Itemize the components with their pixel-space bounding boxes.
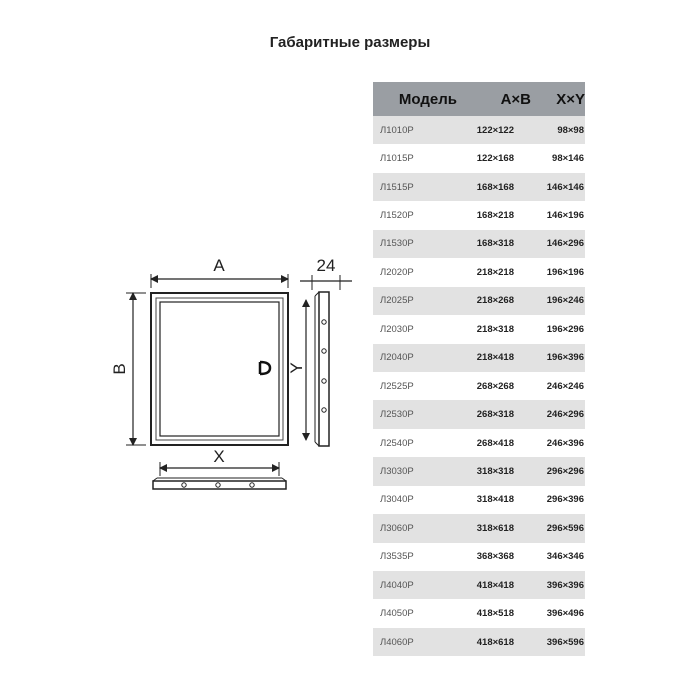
table-row — [373, 457, 585, 485]
ab-cell: 268×318 — [476, 409, 514, 421]
model-cell: Л1015Р — [380, 153, 414, 165]
table-row — [373, 201, 585, 229]
ab-cell: 368×368 — [476, 551, 514, 563]
xy-cell: 296×296 — [546, 465, 584, 477]
model-cell: Л3535Р — [380, 551, 414, 563]
ab-cell: 418×518 — [476, 608, 514, 620]
page-title: Габаритные размеры — [269, 34, 431, 51]
model-cell: Л2030Р — [380, 323, 414, 335]
ab-cell: 218×418 — [476, 352, 514, 364]
header-xy: X×Y — [556, 90, 585, 108]
ab-cell: 168×168 — [476, 181, 514, 193]
table-row — [373, 173, 585, 201]
xy-cell: 396×496 — [546, 608, 584, 620]
hatch-inner-frame — [156, 298, 283, 440]
xy-cell: 396×596 — [546, 636, 584, 648]
table-body — [373, 116, 585, 656]
ab-cell: 318×318 — [476, 465, 514, 477]
ab-cell: 218×318 — [476, 323, 514, 335]
table-row — [373, 429, 585, 457]
xy-cell: 296×596 — [546, 522, 584, 534]
ab-cell: 218×268 — [476, 295, 514, 307]
xy-cell: 98×146 — [552, 153, 584, 165]
model-cell: Л2025Р — [380, 295, 414, 307]
model-cell: Л2525Р — [380, 380, 414, 392]
model-cell: Л2540Р — [380, 437, 414, 449]
model-cell: Л4060Р — [380, 636, 414, 648]
table-row — [373, 628, 585, 656]
ab-cell: 268×418 — [476, 437, 514, 449]
model-cell: Л2020Р — [380, 266, 414, 278]
table-header — [373, 82, 585, 116]
side-profile — [319, 292, 329, 446]
dimension-b-label: B — [110, 363, 129, 375]
model-cell: Л1530Р — [380, 238, 414, 250]
xy-cell: 346×346 — [546, 551, 584, 563]
table-row — [373, 372, 585, 400]
model-cell: Л4050Р — [380, 608, 414, 620]
xy-cell: 246×246 — [546, 380, 584, 392]
table-row — [373, 258, 585, 286]
table-row — [373, 514, 585, 542]
header-ab: A×B — [500, 90, 531, 108]
table-row — [373, 116, 585, 144]
xy-cell: 146×196 — [546, 210, 584, 222]
ab-cell: 218×218 — [476, 266, 514, 278]
xy-cell: 196×396 — [546, 352, 584, 364]
ab-cell: 168×218 — [476, 210, 514, 222]
table-row — [373, 315, 585, 343]
xy-cell: 196×246 — [546, 295, 584, 307]
ab-cell: 122×168 — [476, 153, 514, 165]
model-cell: Л2040Р — [380, 352, 414, 364]
model-cell: Л3030Р — [380, 465, 414, 477]
dimensions-table — [373, 82, 585, 656]
xy-cell: 146×296 — [546, 238, 584, 250]
dimension-depth-label: 24 — [316, 256, 336, 275]
table-row — [373, 571, 585, 599]
ab-cell: 318×618 — [476, 522, 514, 534]
xy-cell: 396×396 — [546, 579, 584, 591]
dimension-y-label: Y — [287, 362, 306, 374]
model-cell: Л1520Р — [380, 210, 414, 222]
lock-icon — [260, 362, 270, 374]
hatch-outer-frame — [151, 293, 288, 445]
xy-cell: 196×196 — [546, 266, 584, 278]
bottom-profile — [153, 481, 286, 489]
xy-cell: 296×396 — [546, 494, 584, 506]
ab-cell: 168×318 — [476, 238, 514, 250]
xy-cell: 196×296 — [546, 323, 584, 335]
ab-cell: 122×122 — [476, 124, 514, 136]
table-row — [373, 230, 585, 258]
header-model: Модель — [398, 90, 457, 108]
ab-cell: 268×268 — [476, 380, 514, 392]
table-row — [373, 599, 585, 627]
xy-cell: 246×296 — [546, 409, 584, 421]
table-row — [373, 486, 585, 514]
model-cell: Л1010Р — [380, 124, 414, 136]
xy-cell: 98×98 — [557, 124, 584, 136]
table-row — [373, 144, 585, 172]
table-row — [373, 344, 585, 372]
model-cell: Л3040Р — [380, 494, 414, 506]
table-row — [373, 543, 585, 571]
model-cell: Л4040Р — [380, 579, 414, 591]
xy-cell: 246×396 — [546, 437, 584, 449]
model-cell: Л3060Р — [380, 522, 414, 534]
ab-cell: 418×418 — [476, 579, 514, 591]
dimension-x-label: X — [213, 447, 225, 466]
model-cell: Л1515Р — [380, 181, 414, 193]
dimension-a-label: A — [213, 256, 225, 275]
ab-cell: 318×418 — [476, 494, 514, 506]
xy-cell: 146×146 — [546, 181, 584, 193]
table-row — [373, 287, 585, 315]
table-row — [373, 400, 585, 428]
ab-cell: 418×618 — [476, 636, 514, 648]
model-cell: Л2530Р — [380, 409, 414, 421]
